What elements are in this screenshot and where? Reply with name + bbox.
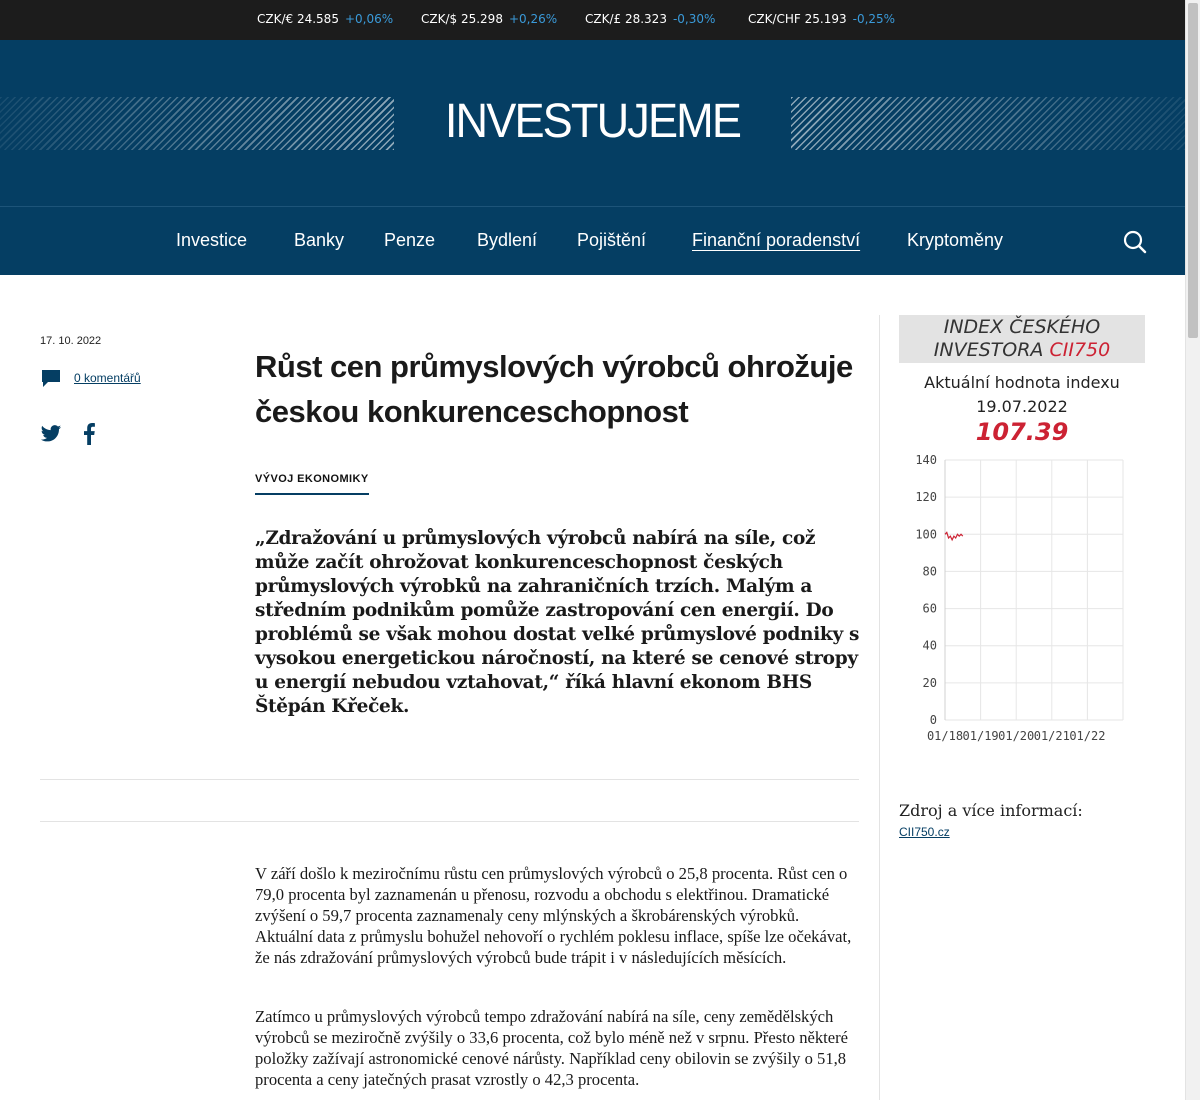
nav-item-bydleni[interactable]: Bydlení [477,230,538,250]
y-tick-label: 0 [929,713,937,727]
nav-item-kryptomeny[interactable]: Kryptoměny [907,230,1004,250]
twitter-icon[interactable] [40,423,62,445]
comment-icon [40,368,62,388]
nav-item-financni-poradenstvi[interactable]: Finanční poradenství [692,230,861,250]
index-line-chart [899,450,1145,750]
x-tick-label: 01/22 [1069,729,1106,743]
index-code: CII750 [1049,339,1111,361]
search-icon[interactable] [1122,229,1148,255]
ticker-pair: CZK/€ 24.585 [257,12,339,26]
y-tick-label: 100 [915,527,937,542]
main-navigation [0,206,1185,275]
nav-item-pojisteni[interactable]: Pojištění [577,230,647,250]
ticker-change: -0,30% [672,12,716,26]
x-tick-label: 01/18 [926,729,964,743]
facebook-icon[interactable] [82,423,96,445]
index-current-value: 107.39 [975,418,1069,446]
index-title-line-1: INDEX ČESKÉHO [943,316,1101,338]
comments-link-group[interactable] [40,368,141,388]
source-label: Zdroj a více informací: [899,801,1083,820]
divider [40,779,859,780]
ticker-pair: CZK/£ 28.323 [585,12,667,26]
y-tick-label: 80 [922,564,937,579]
scrollbar-thumb[interactable] [1188,3,1198,338]
ticker-change: +0,06% [344,12,394,26]
currency-ticker [0,0,1185,40]
source-link[interactable]: CII750.cz [899,825,950,839]
ticker-item-usd [421,12,557,26]
sidebar-divider [879,315,880,1100]
x-tick-label: 01/21 [1033,729,1070,743]
article-paragraph: V září došlo k meziročnímu růstu cen průmyslových výrobců o 25,8 procenta. Růst cen o 79,0 procenta byl zaznamenán u přenosu, rozvodu a obchodu s elektřinou. Dramatické zvýšení o 59,7 procenta zaznamenaly ceny mlýnských a škrobárenských výrobků. Aktuální data z průmyslu bohužel nehovoří o rychlém poklesu inflace, spíše lze očekávat, že nás zdražování průmyslových výrobců bude trápit i v následujících měsících. [255,864,852,967]
ticker-change: -0,25% [852,12,896,26]
index-title-text: INVESTORA [933,339,1044,361]
ticker-change: +0,26% [508,12,558,26]
y-tick-label: 120 [915,490,937,505]
page-scrollbar[interactable] [1185,0,1200,1100]
divider [40,821,859,822]
y-tick-label: 20 [922,675,937,690]
masthead [0,40,1185,206]
article-title: Růst cen průmyslových výrobců ohrožuje českou konkurenceschopnost [255,349,853,429]
ticker-pair: CZK/CHF 25.193 [748,12,847,26]
ticker-pair: CZK/$ 25.298 [421,12,503,26]
index-title-box [899,315,1145,363]
comments-count-link[interactable]: 0 komentářů [74,371,141,385]
x-tick-label: 01/20 [998,729,1035,743]
nav-item-investice[interactable]: Investice [176,230,248,250]
index-current-date: 19.07.2022 [976,397,1068,416]
decorative-stripes-right [791,97,1185,150]
ticker-item-chf [748,12,895,26]
article-perex: „Zdražování u průmyslových výrobců nabírá na síle, což může začít ohrožovat konkurenceschopnost českých průmyslových výrobků na zahraničních trzích. Malým a středním podnikům pomůže zastropování cen energií. Do problémů se však mohou dostat velké průmyslové podniky s vysokou energetickou náročností, na které se cenové stropy u energií nebudou vztahovat,“ říká hlavní ekonom BHS Štěpán Křeček. [255,528,860,717]
x-tick-label: 01/19 [962,729,999,743]
ticker-item-eur [257,12,393,26]
nav-item-penze[interactable]: Penze [384,230,436,250]
index-title-line-2 [899,339,1145,362]
index-series-line [945,532,963,539]
article-date: 17. 10. 2022 [40,335,102,347]
nav-item-banky[interactable]: Banky [294,230,345,250]
decorative-stripes-left [0,97,394,150]
y-tick-label: 140 [915,453,937,467]
y-tick-label: 40 [922,638,937,653]
ticker-item-gbp [585,12,715,26]
index-current-label: Aktuální hodnota indexu [924,373,1120,392]
site-logo[interactable]: INVESTUJEME [444,95,741,148]
y-tick-label: 60 [922,601,937,616]
article-paragraph: Zatímco u průmyslových výrobců tempo zdražování nabírá na síle, ceny zemědělských výrobců se meziročně zvýšily o 33,6 procenta, což bylo méně než v srpnu. Přesto některé položky zažívají astronomické cenové nárůsty. Například ceny obilovin se zvýšily o 51,8 procenta a ceny jatečných prasat vzrostly o 42,3 procenta. [255,1007,849,1089]
article-category-tag[interactable]: VÝVOJ EKONOMIKY [255,473,369,495]
